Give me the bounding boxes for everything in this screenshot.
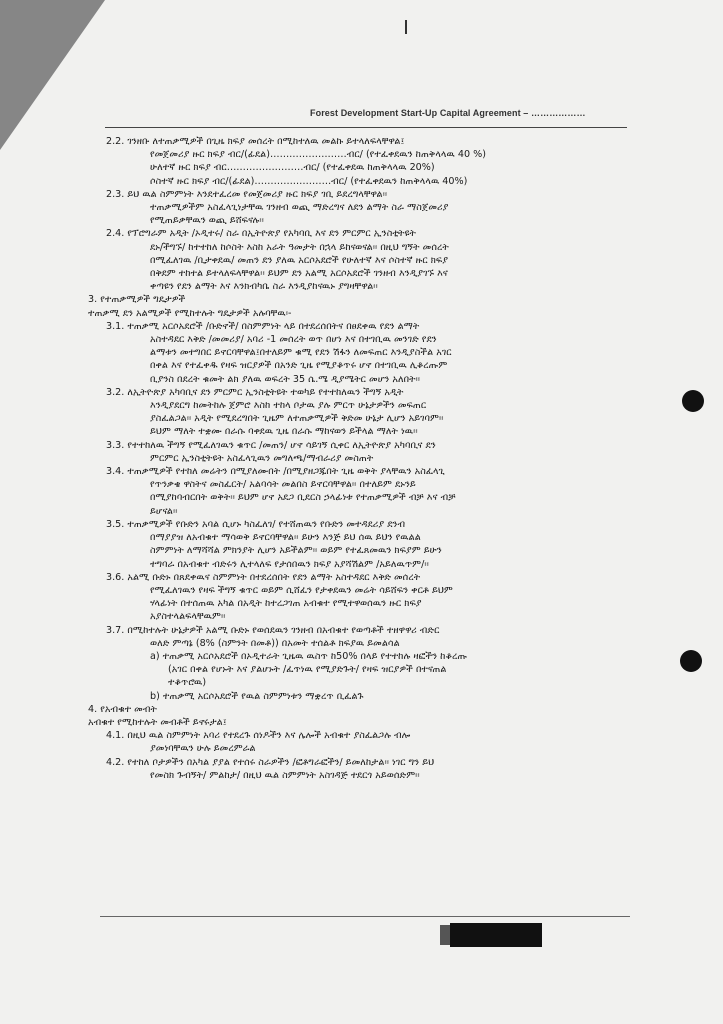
text-line: 3.7. በሚከተሉት ሁኔታዎች አልሚ ቡድኑ የወሰደዉን ገንዘብ በአብቁተ የወጣቶች ተዘዋዋሪ ብድር [106,624,440,636]
text-line: ይህም ማለት ተቋሙ በራሱ ባቀደዉ ጊዜ በራሱ ማከናወን ይችላል ማለት ነዉ፡፡ [150,426,418,438]
punch-hole-bottom [680,650,702,672]
text-line: ቢያንስ በደረት ቁመት ልክ ያለዉ ወፍረት 35 ሴ.ሜ ዲያሜትር መሆን አለበት፡፡ [150,373,421,385]
text-line: በቅደም ተከተል ይተላለፍላቸዋል፡፡ ይህም ደን አልሚ አርሶአደሮች ገንዘብ እንዲያገኙ እና [150,268,448,280]
text-line: ምርምር ኢንስቲትዩት አስፈላጊዉን መግለጫ/ማብራሪያ መስጠት [150,452,374,464]
punch-hole-top [682,390,704,412]
text-line: (አገር በቀል የሆኑት እና ያልሆኑት /ፈጥነዉ የሚያድጉት/ የዛፍ ዝርያዎች በተናጠል [168,664,447,676]
text-line: አያስተላልፍላቸዉም፡፡ [150,611,226,623]
text-line: 3.5. ተጠቃሚዎች የቡድን አባል ሲሆኑ ካስፈለገ/ የተሸጠዉን የቡድን መተዳደሪያ ደንብ [106,518,406,530]
text-line: በማያያዝ ለአብቁተ ማሳወቅ ይኖርባቸዋል፡፡ ይሁን እንጅ ይህ ሰዉ ይህን የዉልል [150,532,421,544]
page-header: Forest Development Start-Up Capital Agreement – ……………… [310,108,586,118]
text-line: ተጠቃሚ ደን አልሚዎች የሚከተሉት ግዴታዎች አሉባቸዉ፡- [88,307,292,319]
text-line: ሁለተኛ ዙር ክፍያ ብር……………………ብር/ (የተፈቀደዉ ከጠቅላላዉ 20%) [150,162,435,174]
text-line: 2.4. የፕሮግራም አዲት /ኦዲተሩ/ ስራ በኢትዮጵያ የአካባቢ እና ደን ምርምር ኢንስቲትዩት [106,228,416,240]
text-line: ስምምነት ለማሻሻል ምክንያት ሊሆን አይችልም፡፡ ወይም የተፈጸመዉን ክፍያም ይሁን [150,545,442,557]
text-line: 3.2. ለኢትዮጵያ አካባቢና ደን ምርምር ኢንስቲትዩት ተወካይ የተተከለዉን ችግኝ አዲት [106,386,404,398]
text-line: አስተዳደር እቅድ /መመሪያ/ አባሪ -1 መሰረት ወጥ በሆነ እና በተገቢዉ መንገድ የደን [150,334,437,346]
text-line: 2.3. ይህ ዉል ስምምነት እንደተፈረመ የመጀመሪያ ዙር ክፍያ ገቢ ይደረግላቸዋል፡፡ [106,188,388,200]
footer-rule [100,916,630,917]
text-line: እንዲያደርግ ከመትከሉ ጀምሮ እስከ ተከላ ቦታዉ ያሉ ምርጥ ሁኔታዎችን መፍጠር [150,400,427,412]
text-line: ያስፈልጋል፡፡ አዲት የሚደረግበት ጊዜም ለተጠቃሚዎች ቅድመ ሁኔታ ሊሆን አይገባም፡፡ [150,413,444,425]
text-line: 3.4. ተጠቃሚዎች የተከለ መሬትን በሚያለሙበት /በሚያዘጋጁበት ጊዜ ወቅት ያላቸዉን አስፈላጊ [106,466,445,478]
text-line: 4.1. በዚህ ዉል ስምምነት አባሪ የተደረጉ ሰነዶችን እና ሌሎች አብቁተ ያስፈልጋሉ ብሎ [106,730,411,742]
footer-redaction-bar [450,923,542,947]
text-line: 3.6. አልሚ ቡድኑ በጸደቀዉና ስምምነት በተደረሰበት የደን ልማት አስተዳደር እቅድ መሰረት [106,571,421,583]
text-line: ሶስተኛ ዙር ክፍያ ብር/(ፊደል)……………………ብር/ (የተፈቀደዉን ከጠቅላላዉ 40%) [150,175,468,187]
text-line: b) ተጠቃሚ አርሶአደሮች የዉል ስምምነቱን ማቋረጥ ቢፈልጉ [150,690,364,702]
text-line: 2.2. ገንዘቡ ለተጠቃሚዎች በጊዜ ክፍያ መሰረት በሚከተለዉ መልኩ ይተላለፍላቸዋል፤ [106,136,405,147]
text-line: 3.1. ተጠቃሚ አርሶአደሮች /ቡድኖች/ በስምምነት ላይ በተደረሰበትና በፀደቀዉ የደን ልማት [106,320,420,332]
document-body [88,135,628,782]
text-line: በቀል እና የተፈቀዱ የዛፍ ዝርያዎች በአንድ ጊዜ የሚያቆጥሩ ሆኖ በተገቢዉ ሊቆረጡም [150,360,448,372]
text-line: የመጀመሪያ ዙር ክፍያ ብር/(ፊደል)……………………ብር/ (የተፈቀደዉን ከጠቅላላዉ 40 %) [150,149,486,161]
text-line: በሚያከባብርበት ወቅት፡፡ ይህም ሆኖ አደጋ ቢደርስ ኃላፊነቱ የተጠቃሚዎች ብቻ እና ብቻ [150,492,456,504]
text-line: የጥንቃቄ ዋስትና መስፈርት/ አልባሳት መልበስ ይኖርባቸዋል፡፡ በተለይም ደኑንይ [150,479,416,491]
folded-corner-shadow [0,0,105,150]
footer-smudge [440,925,450,945]
text-line: ተቆጥሮዉ) [168,677,207,689]
text-line: 3.3. የተተከለዉ ችግኝ የሚፈለገዉን ቁጥር /መጠን/ ሆኖ ሳይገኝ ሲቀር ለኢትዮጵያ አካባቢና ደን [106,439,436,451]
text-line: የመስክ ጉብኝት/ ምልከታ/ በዚህ ዉል ስምምነት አስገዳጅ ተደርጎ አይወሰድም፡፡ [150,769,420,781]
text-line: ያመነባቸዉን ሁሉ ይመረምራል [150,743,256,755]
text-line: ልማቱን መተግበር ይኖርባቸዋል፤በተለይም ቁሚ የደን ሽፋን ለመፍጠር እንዲያስችል አገር [150,347,452,359]
text-line: የሚጠይቃቸዉን ወጪ ይሸፍናሉ፡፡ [150,215,264,227]
text-line: ቀጣዩን የደን ልማት እና እንክብካቤ ስራ እንዲያከናዉኑ ያግዛቸዋል፡፡ [150,281,378,293]
text-line: ተጠቃሚዎችም አስፈላጊነታቸዉ ገንዘብ ወጪ ማድረግና ለደን ልማት ስራ ማስጀመሪያ [150,202,449,214]
text-line: ተግባራ በአብቁተ ብድሩን ሊተላለፍ የታሰበዉን ክፍያ አያሻሽልም /አይለዉጥም/፡፡ [150,558,429,570]
text-line: a) ተጠቃሚ አርሶአደሮች በኦዲተራት ጊዜዉ ዉስጥ ከ50% በላይ የተተከሉ ዛፎችን ከቆረጡ [150,650,468,662]
staple-mark [405,20,407,34]
text-line: አብቁተ የሚከተሉት መብቶች ይኖሩታል፤ [88,716,227,728]
text-line: በሚፈለገዉ /ቢታቀደዉ/ መጠን ደን ያለዉ አርሶአደሮች የሁለተኛ እና ሶስተኛ ዙር ክፍያ [150,254,449,266]
text-line: ይሆናል፡፡ [150,505,178,517]
text-line: 4.2. የተከለ ቦታዎችን በአካል ያያል የተሰሩ ስራዎችን /ፎቶግራፎችን/ ይመለከታል፡፡ ነገር ግን ይህ [106,756,435,768]
text-line: ወለድ ምጣኔ (8% (ስምንት በመቶ)) በአመት ተሰልቶ ክፍያዉ ይመልሳል [150,637,400,649]
text-line: ደኑ/ችግኙ/ ከተተከለ ከሶስት እስከ አራት ዓመታት በኋላ ይከናወናል፡፡ በዚህ ግኝት መሰረት [150,241,449,253]
text-line: 4. የአብቁተ መብት [88,703,157,715]
text-line: 3. የተጠቃሚዎች ግዴታዎች [88,294,186,306]
header-rule [105,127,627,128]
text-line: ሃላፊነት በተሰጠዉ አካል በአዲት ከተረጋገጠ አብቁተ የሚተዋወሰዉን ዙር ክፍያ [150,598,422,610]
text-line: የሚፈለገዉን የዛፍ ችግኝ ቁጥር ወይም ሲሸፈን የታቀደዉን መሬት ሳይሸፍን ቀርቶ ይህም [150,584,453,596]
